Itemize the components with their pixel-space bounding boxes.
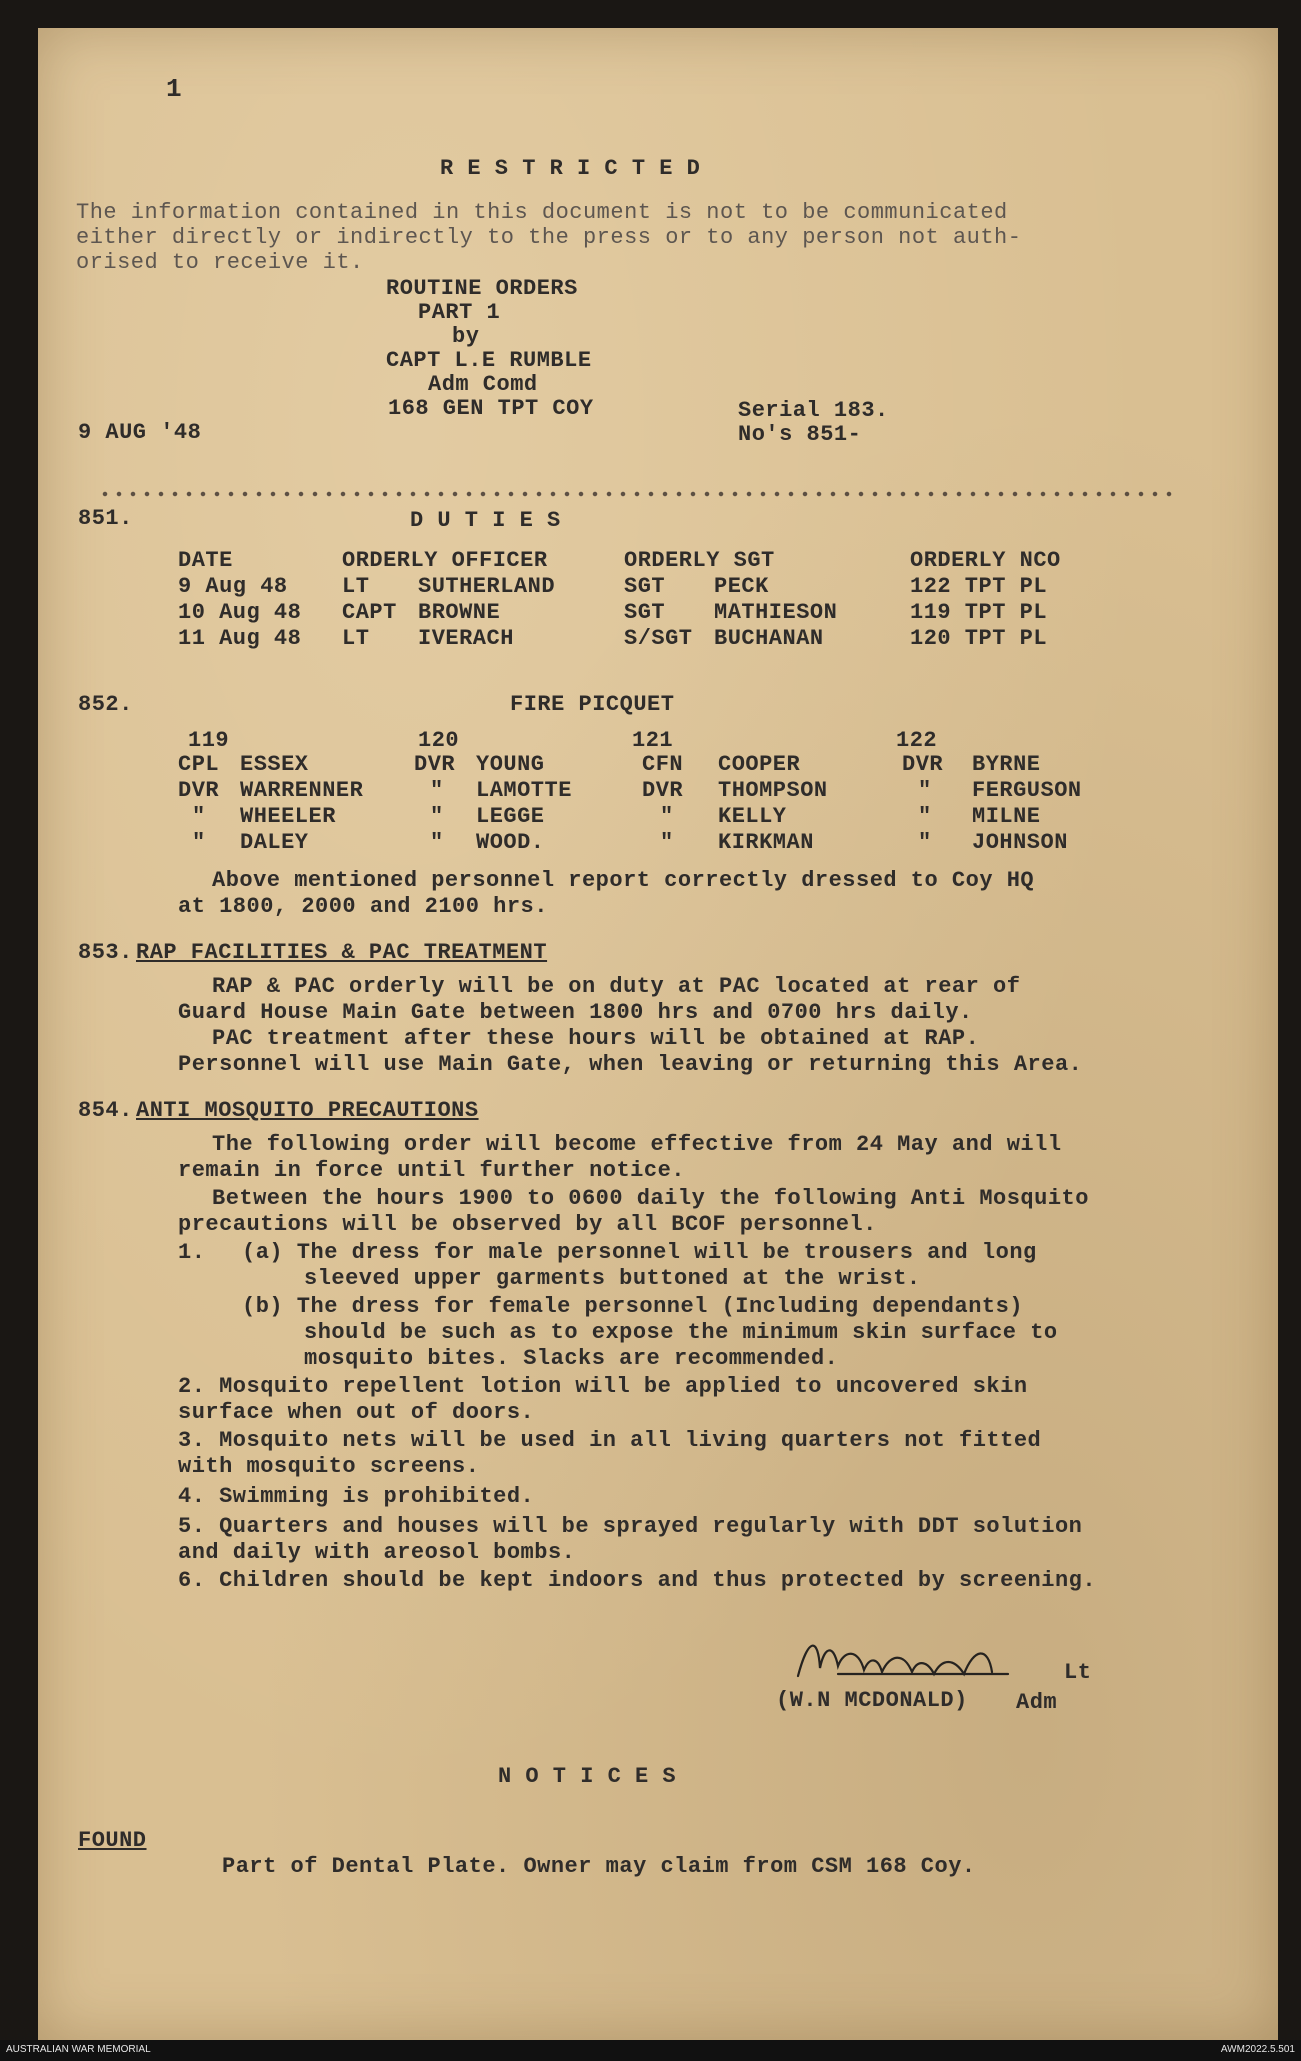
found-text: Part of Dental Plate. Owner may claim from CSM 168 Coy.	[222, 1854, 976, 1879]
picquet-name: YOUNG	[476, 752, 545, 777]
section-854-line-1: The following order will become effective from 24 May and will	[212, 1132, 1062, 1157]
picquet-rank: "	[430, 830, 444, 855]
picquet-name: WOOD.	[476, 830, 545, 855]
title-routine-orders: ROUTINE ORDERS	[386, 276, 578, 301]
section-854-line-2: remain in force until further notice.	[178, 1158, 685, 1183]
section-854-line-3: Between the hours 1900 to 0600 daily the following Anti Mosquito	[212, 1186, 1089, 1211]
document-page	[38, 28, 1278, 2040]
picquet-unit: 120	[418, 728, 460, 753]
notices-heading: N O T I C E S	[498, 1764, 677, 1789]
picquet-rank: DVR	[642, 778, 684, 803]
handwritten-signature	[778, 1628, 1068, 1688]
section-851-number: 851.	[78, 506, 133, 531]
duties-officer-name: BROWNE	[418, 600, 501, 625]
item-5-line-2: and daily with areosol bombs.	[178, 1540, 576, 1565]
duties-col-officer: ORDERLY OFFICER	[342, 548, 548, 573]
signature-name: (W.N MCDONALD)	[776, 1688, 968, 1713]
restricted-heading: R E S T R I C T E D	[440, 156, 701, 181]
item-2-line-1: 2. Mosquito repellent lotion will be applied to uncovered skin	[178, 1374, 1028, 1399]
separator-dots	[98, 490, 1178, 498]
footer-catalogue-number: AWM2022.5.501	[1220, 2044, 1295, 2055]
picquet-unit: 121	[632, 728, 674, 753]
picquet-rank: CPL	[178, 752, 220, 777]
picquet-name: LEGGE	[476, 804, 545, 829]
picquet-name: DALEY	[240, 830, 309, 855]
signature-title: Adm	[1016, 1690, 1058, 1715]
picquet-rank: DVR	[902, 752, 944, 777]
found-label: FOUND	[78, 1828, 147, 1853]
duties-sgt-name: PECK	[714, 574, 769, 599]
title-unit: 168 GEN TPT COY	[388, 396, 594, 421]
section-851-heading: D U T I E S	[410, 508, 561, 533]
picquet-name: THOMPSON	[718, 778, 828, 803]
duties-sgt-name: MATHIESON	[714, 600, 838, 625]
picquet-name: WHEELER	[240, 804, 336, 829]
section-853-number: 853.	[78, 940, 133, 965]
picquet-name: KELLY	[718, 804, 787, 829]
duties-officer-name: SUTHERLAND	[418, 574, 556, 599]
picquet-rank: "	[430, 778, 444, 803]
duties-sgt-name: BUCHANAN	[714, 626, 824, 651]
item-1b-line-2: should be such as to expose the minimum skin surface to	[304, 1320, 1058, 1345]
item-6: 6. Children should be kept indoors and thus protected by screening.	[178, 1568, 1097, 1593]
page-mark: 1	[166, 74, 183, 104]
item-1b-line-1: (b) The dress for female personnel (Including dependants)	[242, 1294, 1024, 1319]
duties-sgt-rank: SGT	[624, 600, 666, 625]
section-853-line-3: PAC treatment after these hours will be obtained at RAP.	[212, 1026, 980, 1051]
duties-officer-name: IVERACH	[418, 626, 514, 651]
picquet-rank: "	[918, 778, 932, 803]
duties-officer-rank: LT	[342, 626, 370, 651]
item-1b-line-3: mosquito bites. Slacks are recommended.	[304, 1346, 839, 1371]
picquet-name: LAMOTTE	[476, 778, 572, 803]
picquet-rank: "	[660, 830, 674, 855]
picquet-rank: DVR	[414, 752, 456, 777]
picquet-rank: "	[192, 830, 206, 855]
picquet-rank: CFN	[642, 752, 684, 777]
item-5-line-1: 5. Quarters and houses will be sprayed regularly with DDT solution	[178, 1514, 1083, 1539]
section-853-line-2: Guard House Main Gate between 1800 hrs and 0700 hrs daily.	[178, 1000, 973, 1025]
section-852-heading: FIRE PICQUET	[510, 692, 675, 717]
picquet-rank: "	[192, 804, 206, 829]
duties-col-nco: ORDERLY NCO	[910, 548, 1061, 573]
duties-date: 9 Aug 48	[178, 574, 288, 599]
duties-officer-rank: LT	[342, 574, 370, 599]
document-date: 9 AUG '48	[78, 420, 202, 445]
item-3-line-1: 3. Mosquito nets will be used in all living quarters not fitted	[178, 1428, 1042, 1453]
picquet-name: JOHNSON	[972, 830, 1068, 855]
picquet-name: FERGUSON	[972, 778, 1082, 803]
item-4: 4. Swimming is prohibited.	[178, 1484, 535, 1509]
serial-number: Serial 183.	[738, 398, 889, 423]
picquet-rank: "	[918, 830, 932, 855]
footer-institution: AUSTRALIAN WAR MEMORIAL	[6, 2044, 151, 2055]
picquet-rank: DVR	[178, 778, 220, 803]
section-853-line-1: RAP & PAC orderly will be on duty at PAC located at rear of	[212, 974, 1021, 999]
section-852-number: 852.	[78, 692, 133, 717]
title-by: by	[452, 324, 480, 349]
signature-rank: Lt	[1064, 1660, 1092, 1685]
item-3-line-2: with mosquito screens.	[178, 1454, 480, 1479]
warning-line-2: either directly or indirectly to the press or to any person not auth-	[76, 225, 1022, 250]
picquet-name: ESSEX	[240, 752, 309, 777]
item-1a-line-2: sleeved upper garments buttoned at the wrist.	[304, 1266, 921, 1291]
duties-officer-rank: CAPT	[342, 600, 397, 625]
archive-footer	[0, 2040, 1301, 2061]
duties-nco: 119 TPT PL	[910, 600, 1048, 625]
picquet-name: KIRKMAN	[718, 830, 814, 855]
picquet-name: MILNE	[972, 804, 1041, 829]
picquet-rank: "	[660, 804, 674, 829]
item-1-number: 1.	[178, 1240, 206, 1265]
title-adm-comd: Adm Comd	[428, 372, 538, 397]
title-part: PART 1	[418, 300, 501, 325]
picquet-note-line-2: at 1800, 2000 and 2100 hrs.	[178, 894, 548, 919]
duties-sgt-rank: SGT	[624, 574, 666, 599]
duties-col-date: DATE	[178, 548, 233, 573]
duties-date: 11 Aug 48	[178, 626, 302, 651]
picquet-name: WARRENNER	[240, 778, 364, 803]
picquet-rank: "	[918, 804, 932, 829]
warning-line-3: orised to receive it.	[76, 250, 364, 275]
duties-nco: 120 TPT PL	[910, 626, 1048, 651]
picquet-name: COOPER	[718, 752, 801, 777]
picquet-name: BYRNE	[972, 752, 1041, 777]
item-2-line-2: surface when out of doors.	[178, 1400, 535, 1425]
picquet-rank: "	[430, 804, 444, 829]
duties-date: 10 Aug 48	[178, 600, 302, 625]
picquet-note-line-1: Above mentioned personnel report correctly dressed to Coy HQ	[212, 868, 1035, 893]
warning-line-1: The information contained in this document is not to be communicated	[76, 200, 1008, 225]
order-numbers: No's 851-	[738, 422, 862, 447]
title-captain: CAPT L.E RUMBLE	[386, 348, 592, 373]
picquet-unit: 119	[188, 728, 230, 753]
duties-nco: 122 TPT PL	[910, 574, 1048, 599]
duties-sgt-rank: S/SGT	[624, 626, 693, 651]
section-853-line-4: Personnel will use Main Gate, when leaving or returning this Area.	[178, 1052, 1083, 1077]
picquet-unit: 122	[896, 728, 938, 753]
section-854-number: 854.	[78, 1098, 133, 1123]
section-853-heading: RAP FACILITIES & PAC TREATMENT	[136, 940, 548, 965]
duties-col-sgt: ORDERLY SGT	[624, 548, 775, 573]
section-854-heading: ANTI MOSQUITO PRECAUTIONS	[136, 1098, 479, 1123]
section-854-line-4: precautions will be observed by all BCOF personnel.	[178, 1212, 877, 1237]
item-1a-line-1: (a) The dress for male personnel will be trousers and long	[242, 1240, 1037, 1265]
